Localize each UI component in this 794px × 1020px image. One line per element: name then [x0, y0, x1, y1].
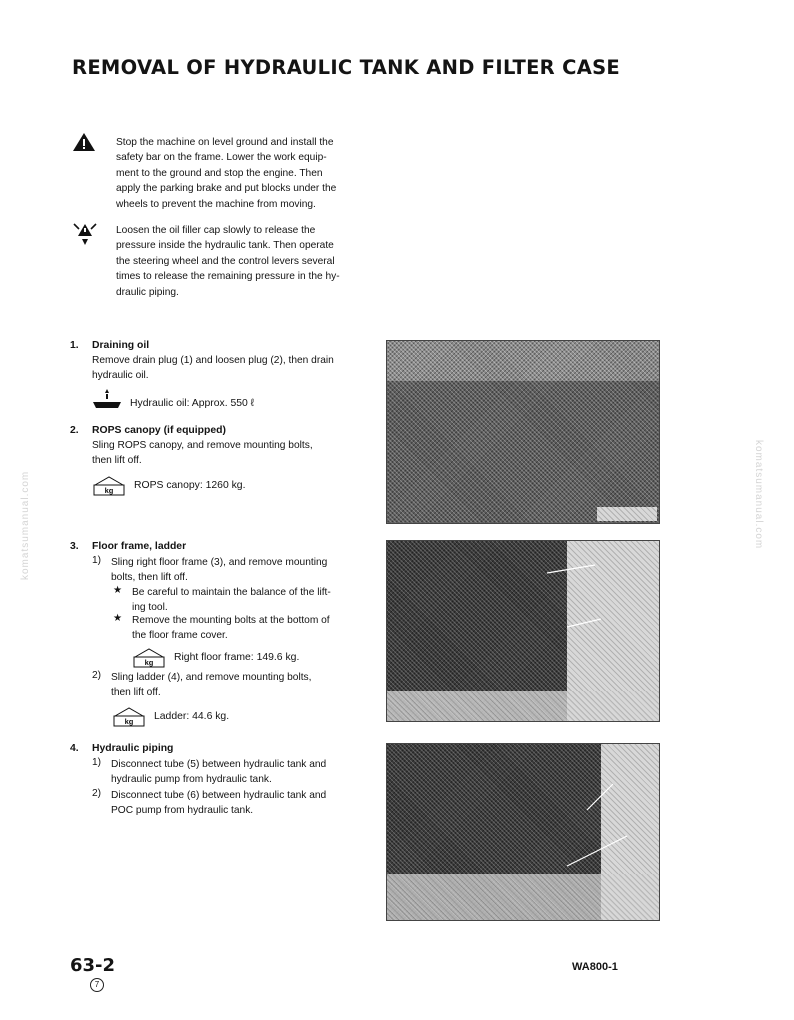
step-3-spec-2: kg Ladder: 44.6 kg. — [112, 707, 229, 725]
step-4-sub-1-number: 1) — [92, 757, 102, 768]
page-title: REMOVAL OF HYDRAULIC TANK AND FILTER CASE — [72, 56, 621, 79]
step-4-sub-2-text: Disconnect tube (6) between hydraulic tank and POC pump from hydraulic tank. — [111, 790, 327, 817]
warning-text-1: Stop the machine on level ground and install the safety bar on the frame. Lower the work equip- ment to the ground and stop the engine. Then apply the parking brake and put blocks under the wheels to prevent the machine from moving. — [116, 137, 337, 210]
step-3-sub-2-number: 2) — [92, 670, 102, 681]
photo-hydraulic-piping — [386, 743, 660, 921]
svg-text:kg: kg — [144, 658, 154, 667]
svg-text:kg: kg — [124, 717, 134, 726]
step-3-sub-1-number: 1) — [92, 555, 102, 566]
step-1-spec: Hydraulic oil: Approx. 550 ℓ — [92, 388, 254, 413]
watermark-left: komatsumanual.com — [20, 470, 31, 580]
pressure-release-icon — [72, 220, 98, 251]
step-3-sub-2-text: Sling ladder (4), and remove mounting bolts, then lift off. — [111, 672, 312, 699]
warning-triangle-icon — [72, 132, 96, 157]
photo-draining-oil — [386, 340, 660, 524]
weight-kg-icon — [132, 648, 166, 666]
step-1-heading: 1. Draining oil — [70, 340, 150, 351]
star-note-icon: ★ — [113, 585, 123, 596]
step-3-heading: 3. Floor frame, ladder — [70, 541, 187, 552]
watermark-right: komatsumanual.com — [753, 440, 764, 550]
photo-floor-frame-ladder — [386, 540, 660, 722]
star-note-icon: ★ — [113, 613, 123, 624]
step-3-spec-1: kg Right floor frame: 149.6 kg. — [132, 648, 299, 666]
step-4-heading: 4. Hydraulic piping — [70, 743, 174, 754]
step-2-heading: 2. ROPS canopy (if equipped) — [70, 425, 226, 436]
step-3-sub-1-text: Sling right floor frame (3), and remove mounting bolts, then lift off. — [111, 557, 328, 584]
oil-drain-icon — [92, 388, 122, 413]
step-3-note-2: Remove the mounting bolts at the bottom of the floor frame cover. — [132, 615, 330, 642]
revision-mark: 7 — [90, 978, 104, 992]
svg-text:kg: kg — [104, 486, 114, 495]
page-number: 63-2 — [70, 955, 116, 976]
step-1-text: Remove drain plug (1) and loosen plug (2), then drain hydraulic oil. — [92, 355, 334, 382]
warning-text-2: Loosen the oil filler cap slowly to release the pressure inside the hydraulic tank. Then operate the steering wheel and the control levers several times to release the remaining pressure in the hy- draulic piping. — [116, 225, 340, 298]
step-3-note-1: Be careful to maintain the balance of the lift- ing tool. — [132, 587, 331, 614]
step-4-sub-1-text: Disconnect tube (5) between hydraulic tank and hydraulic pump from hydraulic tank. — [111, 759, 327, 786]
step-2-text: Sling ROPS canopy, and remove mounting bolts, then lift off. — [92, 440, 313, 467]
step-4-sub-2-number: 2) — [92, 788, 102, 799]
step-2-spec: kg ROPS canopy: 1260 kg. — [92, 476, 245, 494]
weight-kg-icon — [92, 476, 126, 494]
model-code: WA800-1 — [572, 961, 618, 973]
weight-kg-icon — [112, 707, 146, 725]
